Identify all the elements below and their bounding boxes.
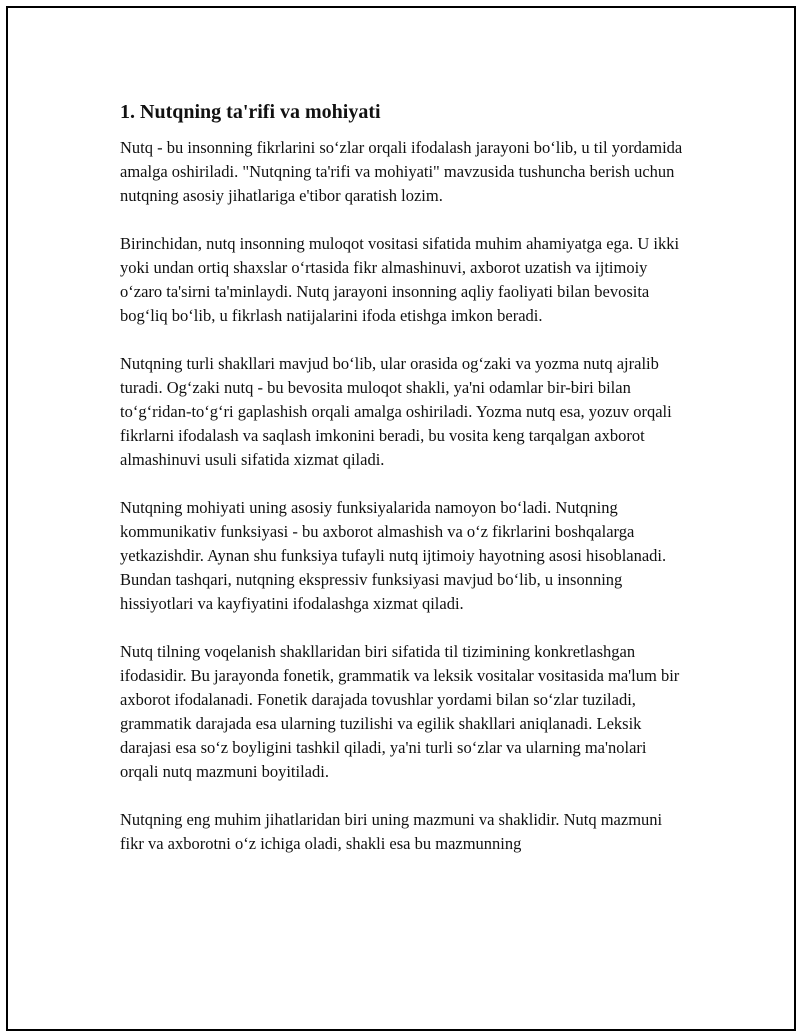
page-frame (6, 6, 796, 1031)
paragraph-5: Nutq tilning voqelanish shakllaridan biri sifatida til tizimining konkretlashgan ifodasidir. Bu jarayonda fonetik, grammatik va leksik vositalar vositasida ma'lum bir axborot ifodalanadi. Fonetik darajada tovushlar yordami bilan so‘zlar tuziladi, grammatik darajada esa ularning tuzilishi va egilik shakllari aniqlanadi. Leksik darajasi esa so‘z boyligini tashkil qiladi, ya'ni turli so‘zlar va ularning ma'nolari orqali nutq mazmuni boyitiladi. (120, 642, 680, 781)
paragraph-4: Nutqning mohiyati uning asosiy funksiyalarida namoyon bo‘ladi. Nutqning kommunikativ funksiyasi - bu axborot almashish va o‘z fikrlarini boshqalarga yetkazishdir. Aynan shu funksiya tufayli nutq ijtimoiy hayotning asosi hisoblanadi. Bundan tashqari, nutqning ekspressiv funksiyasi mavjud bo‘lib, u insonning hissiyotlari va kayfiyatini ifodalashga xizmat qiladi. (120, 498, 667, 613)
paragraph-2: Birinchidan, nutq insonning muloqot vositasi sifatida muhim ahamiyatga ega. U ikki yoki undan ortiq shaxslar o‘rtasida fikr almashinuvi, axborot uzatish va ijtimoiy o‘zaro ta'sirni ta'minlaydi. Nutq jarayoni insonning aqliy faoliyati bilan bevosita bog‘liq bo‘lib, u fikrlash natijalarini ifoda etishga imkon beradi. (120, 234, 680, 325)
paragraph-6: Nutqning eng muhim jihatlaridan biri uning mazmuni va shaklidir. Nutq mazmuni fikr va axborotni o‘z ichiga oladi, shakli esa bu mazmunning (120, 810, 663, 853)
section-heading: 1. Nutqning ta'rifi va mohiyati (120, 101, 381, 123)
paragraph-3: Nutqning turli shakllari mavjud bo‘lib, ular orasida og‘zaki va yozma nutq ajralib turadi. Og‘zaki nutq - bu bevosita muloqot shakli, ya'ni odamlar bir-biri bilan to‘g‘ridan-to‘g‘ri gaplashish orqali amalga oshiriladi. Yozma nutq esa, yozuv orqali fikrlarni ifodalash va saqlash imkonini beradi, bu vosita keng tarqalgan axborot almashinuvi usuli sifatida xizmat qiladi. (120, 354, 672, 469)
paragraph-1: Nutq - bu insonning fikrlarini so‘zlar orqali ifodalash jarayoni bo‘lib, u til yordamida amalga oshiriladi. "Nutqning ta'rifi va mohiyati" mavzusida tushuncha berish uchun nutqning asosiy jihatlariga e'tibor qaratish lozim. (120, 138, 683, 205)
document-body (120, 100, 688, 880)
